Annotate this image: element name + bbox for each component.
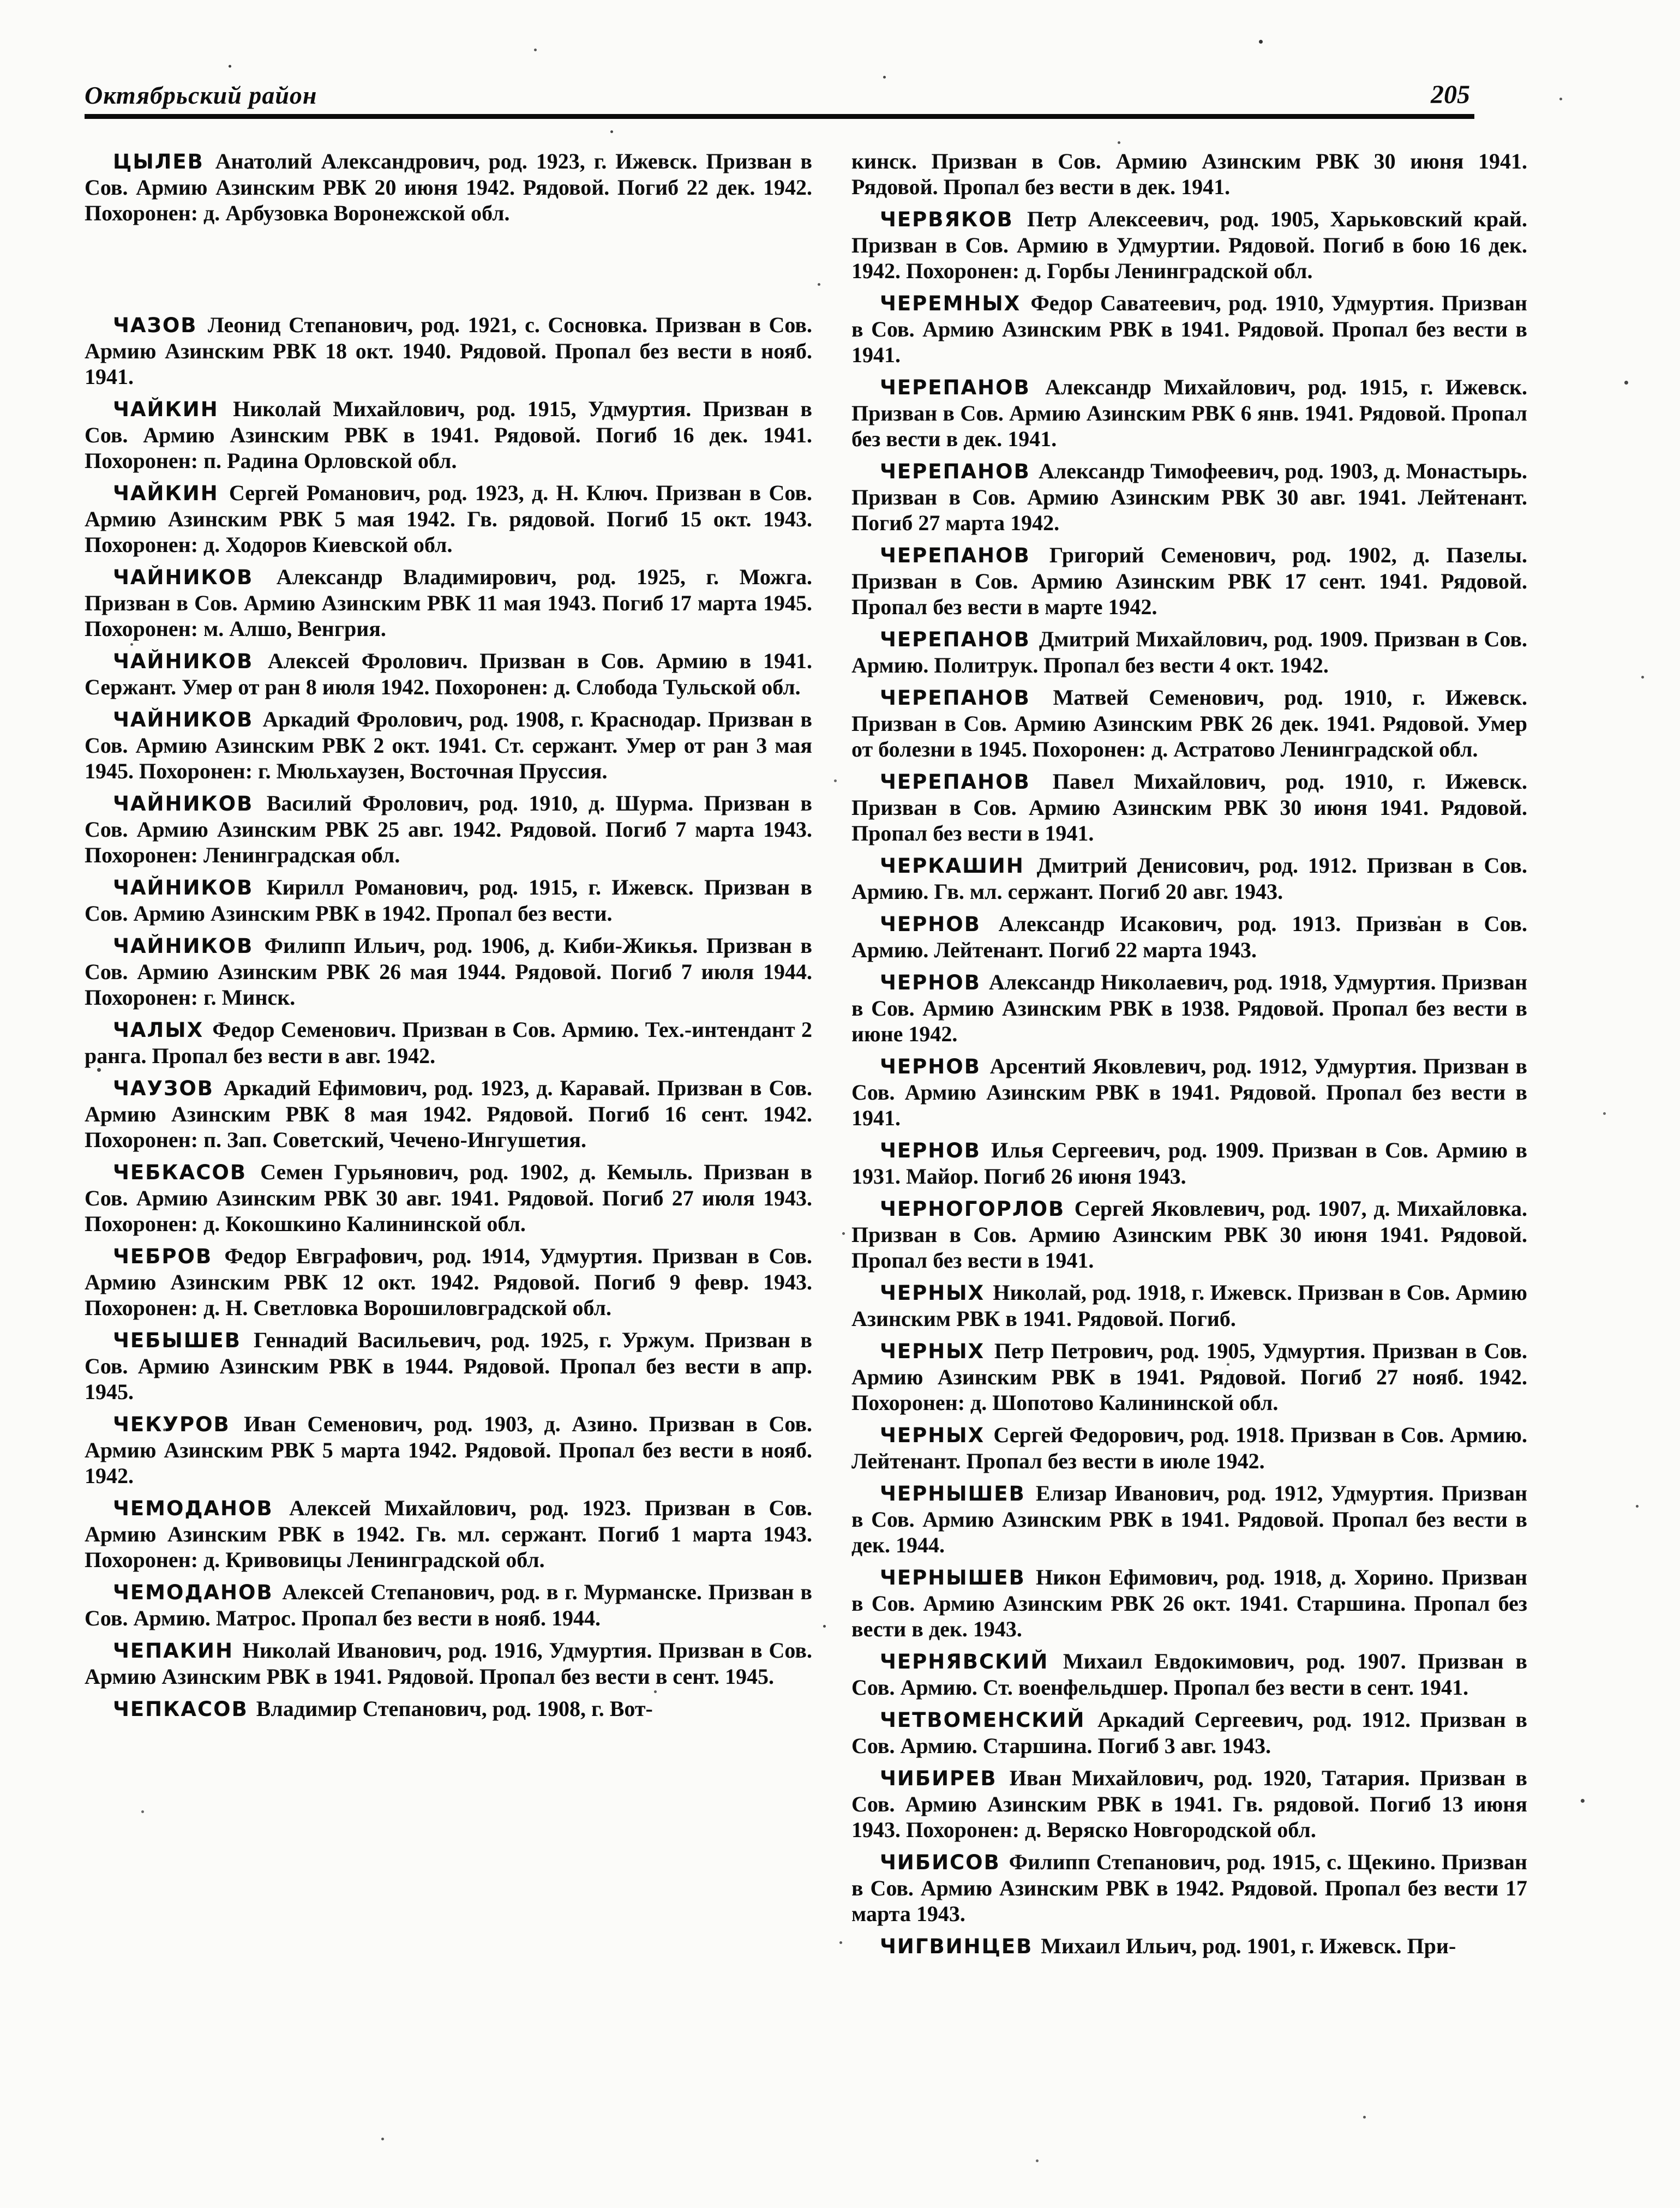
entry-details: Александр Владимирович, род. 1925, г. Можга. Призван в Сов. Армию Азинским РВК 11 мая 1943. Погиб 17 марта 1945. Похоронен: м. Алшо, Венгрия. xyxy=(85,565,813,641)
entry-surname: ЧЕРКАШИН xyxy=(880,854,1037,878)
entry xyxy=(85,564,812,641)
entry-details: Филипп Степанович, род. 1915, с. Щекино. Призван в Сов. Армию Азинским РВК в 1942. Рядовой. Пропал без вести 17 марта 1943. xyxy=(851,1850,1527,1926)
entry-surname: ЧАЙКИН xyxy=(113,398,233,421)
entry-surname: ЦЫЛЕВ xyxy=(113,150,215,173)
entry-details: Павел Михайлович, род. 1910, г. Ижевск. Призван в Сов. Армию Азинским РВК 30 июня 1941. Рядовой. Пропал без вести в 1941. xyxy=(851,769,1527,845)
entry-surname: ЧЕПКАСОВ xyxy=(113,1697,256,1721)
entry xyxy=(851,969,1527,1047)
entry xyxy=(851,1849,1527,1927)
entry-details: Филипп Ильич, род. 1906, д. Киби-Жикья. Призван в Сов. Армию Азинским РВК 26 мая 1944. Рядовой. Погиб 7 июля 1944. Похоронен: г. Минск. xyxy=(85,933,812,1010)
text-columns xyxy=(85,148,1530,1959)
entry xyxy=(851,1338,1527,1415)
entry xyxy=(851,542,1527,620)
entry-details: Петр Петрович, род. 1905, Удмуртия. Призван в Сов. Армию Азинским РВК в 1941. Рядовой. Погиб 27 нояб. 1942. Похоронен: д. Шопотово Калининской обл. xyxy=(851,1339,1527,1415)
entry xyxy=(85,1327,812,1405)
entry xyxy=(851,1196,1527,1273)
entry xyxy=(85,1017,812,1069)
entry xyxy=(851,374,1527,452)
entry-details: Федор Семенович. Призван в Сов. Армию. Тех.-интендант 2 ранга. Пропал без вести в авг. 1942. xyxy=(85,1017,812,1068)
entry-surname: ЧИБИРЕВ xyxy=(880,1767,1010,1790)
entry xyxy=(851,626,1527,678)
entry xyxy=(851,1053,1527,1131)
entry-surname: ЧАЙНИКОВ xyxy=(113,708,263,731)
entry xyxy=(851,1137,1527,1189)
entry-details: Сергей Яковлевич, род. 1907, д. Михайловка. Призван в Сов. Армию Азинским РВК 30 июня 1941. Рядовой. Пропал без вести в 1941. xyxy=(851,1196,1527,1273)
entry-surname: ЧАУЗОВ xyxy=(113,1077,224,1100)
entry xyxy=(85,1159,812,1237)
entry-details: Геннадий Васильевич, род. 1925, г. Уржум. Призван в Сов. Армию Азинским РВК в 1944. Рядовой. Пропал без вести в апр. 1945. xyxy=(85,1328,812,1404)
entry-details: Александр Николаевич, род. 1918, Удмуртия. Призван в Сов. Армию Азинским РВК в 1938. Рядовой. Пропал без вести в июне 1942. xyxy=(851,970,1528,1046)
entry-details: Елизар Иванович, род. 1912, Удмуртия. Призван в Сов. Армию Азинским РВК в 1941. Рядовой. Пропал без вести в дек. 1944. xyxy=(851,1481,1527,1557)
entry xyxy=(85,396,812,473)
entry xyxy=(85,148,812,226)
entry-details: Аркадий Фролович, род. 1908, г. Краснодар. Призван в Сов. Армию Азинским РВК 2 окт. 1941. Ст. сержант. Умер от ран 3 мая 1945. Похоронен: г. Мюльхаузен, Восточная Пруссия. xyxy=(85,707,813,783)
entry-surname: ЧЕБКАСОВ xyxy=(113,1161,261,1184)
entry-surname: ЧЕТВОМЕНСКИЙ xyxy=(880,1708,1098,1732)
section-header: Октябрьский район xyxy=(85,81,317,109)
entry xyxy=(85,706,812,784)
entry-details: Григорий Семенович, род. 1902, д. Пазелы. Призван в Сов. Армию Азинским РВК 17 сент. 1941. Рядовой. Пропал без вести в марте 1942. xyxy=(851,543,1527,619)
entry xyxy=(851,769,1527,846)
entry-surname: ЧЕРЕПАНОВ xyxy=(880,544,1049,567)
entry xyxy=(85,933,812,1010)
entry-surname: ЧЕМОДАНОВ xyxy=(113,1581,283,1604)
entry-surname: ЧАЙНИКОВ xyxy=(113,650,268,673)
entry-details: Анатолий Александрович, род. 1923, г. Ижевск. Призван в Сов. Армию Азинским РВК 20 июня 1942. Рядовой. Погиб 22 дек. 1942. Похоронен: д. Арбузовка Воронежской обл. xyxy=(85,149,812,225)
entry-surname: ЧЕРЕПАНОВ xyxy=(880,628,1039,651)
entry-details: Иван Михайлович, род. 1920, Татария. Призван в Сов. Армию Азинским РВК в 1941. Гв. рядовой. Погиб 13 июня 1943. Похоронен: д. Веряско Новгородской обл. xyxy=(851,1766,1527,1842)
entry xyxy=(85,874,812,926)
entry-details: Федор Евграфович, род. 1914, Удмуртия. Призван в Сов. Армию Азинским РВК 12 окт. 1942. Рядовой. Погиб 9 февр. 1943. Похоронен: д. Н. Светловка Ворошиловградской обл. xyxy=(85,1244,813,1320)
entry-surname: ЧИБИСОВ xyxy=(880,1851,1009,1874)
entry-surname: ЧЕРНОВ xyxy=(880,1055,990,1078)
page-number: 205 xyxy=(1431,80,1470,109)
entry xyxy=(851,458,1527,536)
entry-details: Алексей Фролович. Призван в Сов. Армию в 1941. Сержант. Умер от ран 8 июля 1942. Похоронен: д. Слобода Тульской обл. xyxy=(85,649,812,699)
entry-details: Сергей Романович, род. 1923, д. Н. Ключ. Призван в Сов. Армию Азинским РВК 5 мая 1942. Гв. рядовой. Погиб 15 окт. 1943. Похоронен: д. Ходоров Киевской обл. xyxy=(85,481,812,557)
entry-details: Федор Саватеевич, род. 1910, Удмуртия. Призван в Сов. Армию Азинским РВК в 1941. Рядовой. Пропал без вести в 1941. xyxy=(851,291,1527,367)
entry-surname: ЧЕРНОГОРЛОВ xyxy=(880,1197,1075,1221)
entry-surname: ЧЕРЕМНЫХ xyxy=(880,292,1031,315)
entry-details: Матвей Семенович, род. 1910, г. Ижевск. Призван в Сов. Армию Азинским РВК 26 дек. 1941. Рядовой. Умер от болезни в 1945. Похоронен: д. Астратово Ленинградской обл. xyxy=(851,685,1527,761)
entry xyxy=(851,206,1527,284)
entry-details: Иван Семенович, род. 1903, д. Азино. Призван в Сов. Армию Азинским РВК 5 марта 1942. Рядовой. Пропал без вести в нояб. 1942. xyxy=(85,1412,812,1488)
header-rule xyxy=(85,114,1474,119)
entry-surname: ЧЕБЫШЕВ xyxy=(113,1329,254,1352)
entry-details: Николай Иванович, род. 1916, Удмуртия. Призван в Сов. Армию Азинским РВК в 1941. Рядовой. Пропал без вести в сент. 1945. xyxy=(85,1638,812,1689)
entry-surname: ЧЕРНЫШЕВ xyxy=(880,1566,1036,1589)
entry-details: Дмитрий Михайлович, род. 1909. Призван в Сов. Армию. Политрук. Пропал без вести 4 окт. 1942. xyxy=(851,627,1528,677)
entry xyxy=(851,1422,1527,1474)
entry xyxy=(85,1495,812,1573)
entry-details: Никон Ефимович, род. 1918, д. Хорино. Призван в Сов. Армию Азинским РВК 26 окт. 1941. Старшина. Пропал без вести в дек. 1943. xyxy=(851,1565,1527,1641)
entry-surname: ЧЕРЕПАНОВ xyxy=(880,770,1053,794)
entry-surname: ЧЕРНОВ xyxy=(880,971,989,994)
entry-surname: ЧЕМОДАНОВ xyxy=(113,1497,290,1520)
entry-surname: ЧЕРНЫХ xyxy=(880,1281,993,1305)
entry-details: Михаил Ильич, род. 1901, г. Ижевск. При- xyxy=(1041,1934,1456,1958)
entry-details: Аркадий Ефимович, род. 1923, д. Каравай. Призван в Сов. Армию Азинским РВК 8 мая 1942. Рядовой. Погиб 16 сент. 1942. Похоронен: п. Зап. Советский, Чечено-Ингушетия. xyxy=(85,1076,812,1152)
entry xyxy=(85,480,812,557)
entry-details: Леонид Степанович, род. 1921, с. Сосновка. Призван в Сов. Армию Азинским РВК 18 окт. 1940. Рядовой. Пропал без вести в нояб. 1941. xyxy=(85,313,812,389)
entry-details: Александр Михайлович, род. 1915, г. Ижевск. Призван в Сов. Армию Азинским РВК 6 янв. 1941. Рядовой. Пропал без вести в дек. 1941. xyxy=(851,375,1527,451)
entry xyxy=(851,1707,1527,1759)
entry-surname: ЧЕРЕПАНОВ xyxy=(880,376,1046,399)
entry xyxy=(851,685,1527,762)
entry-details: Илья Сергеевич, род. 1909. Призван в Сов. Армию в 1931. Майор. Погиб 26 июня 1943. xyxy=(851,1138,1527,1189)
entry-surname: ЧАЙНИКОВ xyxy=(113,876,267,899)
entry xyxy=(85,1696,812,1722)
entry-surname: ЧЕРНЫХ xyxy=(880,1424,994,1447)
entry xyxy=(851,1648,1527,1700)
entry-details: Михаил Евдокимович, род. 1907. Призван в Сов. Армию. Ст. военфельдшер. Пропал без вести в сент. 1941. xyxy=(851,1649,1527,1700)
entry-details: Василий Фролович, род. 1910, д. Шурма. Призван в Сов. Армию Азинским РВК 25 авг. 1942. Рядовой. Погиб 7 марта 1943. Похоронен: Ленинградская обл. xyxy=(85,791,813,867)
entry-surname: ЧЕРНОВ xyxy=(880,1139,992,1162)
entry-details: Аркадий Сергеевич, род. 1912. Призван в Сов. Армию. Старшина. Погиб 3 авг. 1943. xyxy=(851,1707,1528,1758)
entry-surname: ЧИГВИНЦЕВ xyxy=(880,1935,1041,1958)
entry-details: Александр Исакович, род. 1913. Призван в Сов. Армию. Лейтенант. Погиб 22 марта 1943. xyxy=(851,911,1527,962)
entry xyxy=(851,148,1527,200)
entry-details: Николай Михайлович, род. 1915, Удмуртия. Призван в Сов. Армию Азинским РВК в 1941. Рядовой. Погиб 16 дек. 1941. Похоронен: п. Радина Орловской обл. xyxy=(85,397,812,473)
entry-details: Александр Тимофеевич, род. 1903, д. Монастырь. Призван в Сов. Армию Азинским РВК 30 авг. 1941. Лейтенант. Погиб 27 марта 1942. xyxy=(851,459,1528,535)
entry-details: Петр Алексеевич, род. 1905, Харьковский край. Призван в Сов. Армию в Удмуртии. Рядовой. Погиб в бою 16 дек. 1942. Похоронен: д. Горбы Ленинградской обл. xyxy=(851,207,1528,283)
book-page xyxy=(85,80,1530,1959)
entry xyxy=(85,1075,812,1153)
entry-details: Арсентий Яковлевич, род. 1912, Удмуртия. Призван в Сов. Армию Азинским РВК в 1941. Рядовой. Пропал без вести в 1941. xyxy=(851,1054,1528,1130)
entry-details: Николай, род. 1918, г. Ижевск. Призван в Сов. Армию Азинским РВК в 1941. Рядовой. Погиб. xyxy=(851,1280,1527,1331)
entry xyxy=(85,790,812,868)
entry-surname: ЧЕРНЯВСКИЙ xyxy=(880,1650,1063,1673)
entry xyxy=(851,1765,1527,1843)
entry-surname: ЧАЗОВ xyxy=(113,314,208,337)
entry-surname: ЧАЙНИКОВ xyxy=(113,934,265,958)
entry-details: Кирилл Романович, род. 1915, г. Ижевск. Призван в Сов. Армию Азинским РВК в 1942. Пропал без вести. xyxy=(85,875,813,926)
entry-details: Алексей Степанович, род. в г. Мурманске. Призван в Сов. Армию. Матрос. Пропал без вести в нояб. 1944. xyxy=(85,1580,813,1630)
entry-surname: ЧЕРВЯКОВ xyxy=(880,208,1028,231)
entry-details: Сергей Федорович, род. 1918. Призван в Сов. Армию. Лейтенант. Пропал без вести в июле 1942. xyxy=(851,1423,1527,1473)
entry-surname: ЧЕПАКИН xyxy=(113,1639,243,1663)
entry xyxy=(851,1280,1527,1331)
left-column xyxy=(85,148,812,1959)
entry xyxy=(85,312,812,389)
entry xyxy=(851,1564,1527,1642)
entry xyxy=(851,911,1527,963)
entry-surname: ЧЕРНЫШЕВ xyxy=(880,1482,1036,1505)
entry xyxy=(85,1411,812,1489)
entry-surname: ЧАЙКИН xyxy=(113,482,229,505)
entry-details: Семен Гурьянович, род. 1902, д. Кемыль. Призван в Сов. Армию Азинским РВК 30 авг. 1941. Рядовой. Погиб 27 июля 1943. Похоронен: д. Кокошкино Калининской обл. xyxy=(85,1160,812,1236)
entry-surname: ЧАЙНИКОВ xyxy=(113,792,267,815)
entry-surname: ЧЕКУРОВ xyxy=(113,1413,244,1436)
entry xyxy=(851,290,1527,368)
entry-surname: ЧЕРНОВ xyxy=(880,913,999,936)
entry-surname: ЧАЙНИКОВ xyxy=(113,566,277,589)
entry-surname: ЧЕБРОВ xyxy=(113,1245,225,1268)
entry-details: Владимир Степанович, род. 1908, г. Вот- xyxy=(256,1696,653,1721)
right-column xyxy=(851,148,1527,1959)
entry xyxy=(851,1480,1527,1558)
entry-details: Дмитрий Денисович, род. 1912. Призван в Сов. Армию. Гв. мл. сержант. Погиб 20 авг. 1943. xyxy=(851,853,1527,904)
entry xyxy=(851,1933,1527,1959)
entry-details: Алексей Михайлович, род. 1923. Призван в Сов. Армию Азинским РВК в 1942. Гв. мл. сержант. Погиб 1 марта 1943. Похоронен: д. Кривовицы Ленинградской обл. xyxy=(85,1496,812,1572)
scan-noise xyxy=(0,0,2,2)
entry-surname: ЧАЛЫХ xyxy=(113,1018,213,1042)
entry-surname: ЧЕРНЫХ xyxy=(880,1340,994,1363)
entry xyxy=(851,853,1527,904)
entry xyxy=(85,648,812,700)
entry-surname: ЧЕРЕПАНОВ xyxy=(880,460,1039,483)
entry xyxy=(85,1579,812,1631)
page-header xyxy=(85,80,1474,110)
entry xyxy=(85,1637,812,1689)
entry-surname: ЧЕРЕПАНОВ xyxy=(880,686,1053,710)
entry-details: кинск. Призван в Сов. Армию Азинским РВК 30 июня 1941. Рядовой. Пропал без вести в дек. 1941. xyxy=(851,149,1527,199)
entry xyxy=(85,1243,812,1321)
